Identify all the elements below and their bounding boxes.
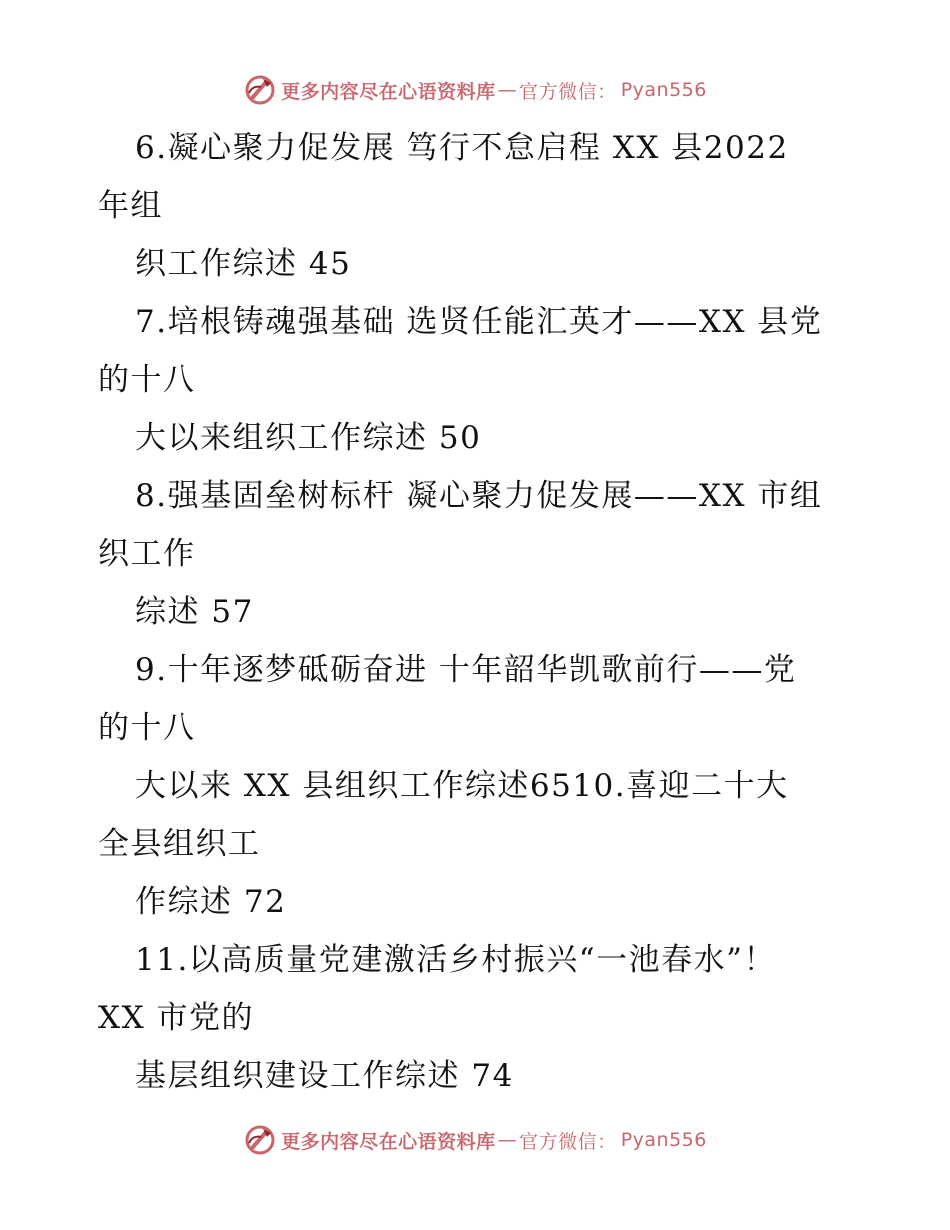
header-banner-text: 更多内容尽在心语资料库 <box>281 80 496 103</box>
toc-line: 织工作 <box>98 536 196 572</box>
header-wechat-id: Pyan556 <box>620 79 707 101</box>
toc-line: 基层组织建设工作综述 74 <box>135 1058 514 1094</box>
footer-watermark <box>0 1120 950 1160</box>
toc-line: 大以来 XX 县组织工作综述6510.喜迎二十大 <box>135 768 789 804</box>
toc-line: 年组 <box>98 188 163 224</box>
header-watermark <box>0 70 950 110</box>
brand-logo-icon <box>243 1123 277 1157</box>
toc-line: 织工作综述 45 <box>135 246 352 282</box>
toc-line: 11.以高质量党建激活乡村振兴“一池春水”！ <box>135 942 776 978</box>
toc-line: 6.凝心聚力促发展 笃行不怠启程 XX 县2022 <box>135 130 789 166</box>
footer-wechat-id: Pyan556 <box>620 1129 707 1151</box>
header-dash: — <box>497 79 518 101</box>
toc-line: 全县组织工 <box>98 826 261 862</box>
toc-line: 大以来组织工作综述 50 <box>135 420 482 456</box>
toc-line: 7.培根铸魂强基础 选贤任能汇英才——XX 县党 <box>135 304 823 340</box>
toc-line: 综述 57 <box>135 594 254 630</box>
footer-wechat-label: 官方微信： <box>519 1130 617 1153</box>
footer-banner-text: 更多内容尽在心语资料库 <box>281 1130 496 1153</box>
toc-line: XX 市党的 <box>98 1000 254 1036</box>
toc-line: 作综述 72 <box>135 884 287 920</box>
footer-dash: — <box>497 1129 518 1151</box>
toc-line: 8.强基固垒树标杆 凝心聚力促发展——XX 市组 <box>135 478 823 514</box>
toc-line: 9.十年逐梦砥砺奋进 十年韶华凯歌前行——党 <box>135 652 797 688</box>
toc-line: 的十八 <box>98 710 196 746</box>
brand-logo-icon <box>243 73 277 107</box>
toc-line: 的十八 <box>98 362 196 398</box>
header-wechat-label: 官方微信： <box>519 80 617 103</box>
